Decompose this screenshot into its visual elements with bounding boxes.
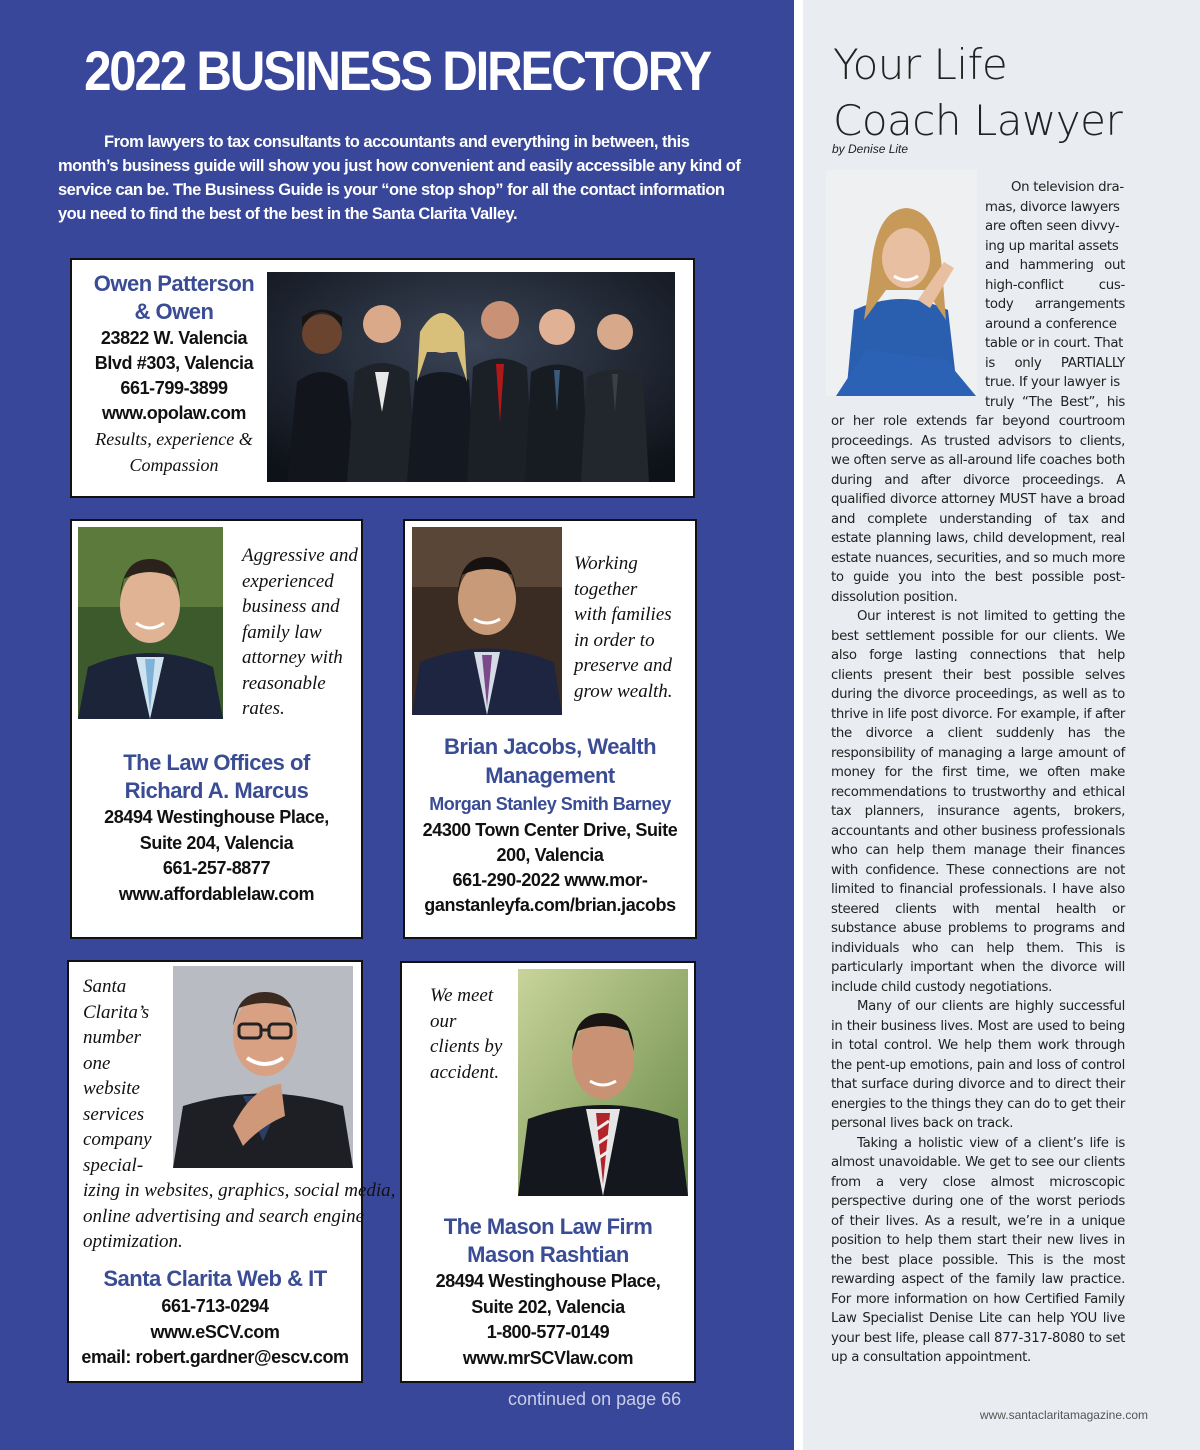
advisor-photo	[412, 527, 562, 715]
listing-website-link[interactable]: www.eSCV.com	[150, 1321, 280, 1342]
listing-tagline-line: website	[83, 1078, 140, 1099]
listing-contact-line[interactable]: 661-290-2022 www.mor-	[452, 870, 648, 890]
team-photo	[267, 272, 675, 482]
listing-name-line: The Mason Law Firm	[443, 1214, 653, 1239]
listing-website-link[interactable]: www.affordablelaw.com	[118, 883, 315, 904]
listing-tagline-line: Results, experience &	[95, 429, 253, 449]
article-line: and hammering out	[985, 258, 1125, 273]
article-paragraph: Many of our clients are highly successful in their business lives. Most are used to being in total control. We help them work through the pent-up emotions, pain and loss of control that surface during divorce and to direct their energies to the things they can do to get their personal lives back on track.	[831, 999, 1125, 1131]
article-paragraph: Our interest is not limited to getting the best settlement possible for our clients. We also forge lasting connections that help clients present their best possible selves during the divorce proceedings, as well as to thrive in life post divorce. For example, if after the divorce a client suddenly has the responsibility of managing a large amount of money for the first time, we often make recommendations to trustworthy and ethical tax planners, insurance agents, brokers, accountants and other business professionals who can help them manage their finances with confidence. These connections are not limited to financial professionals. I have also steered clients with mental health or substance abuse problems to programs and individuals who can help them. This is particularly important when the divorce will include child custody negotiations.	[831, 609, 1125, 995]
listing-tagline-line: optimization.	[83, 1231, 183, 1252]
article-line: On television dra-	[1011, 180, 1124, 195]
listing-phone: 661-257-8877	[162, 858, 271, 878]
listing-name-line: Santa Clarita Web & IT	[103, 1266, 327, 1291]
article-line: are often seen divvy-	[985, 219, 1120, 234]
listing-tagline-line: Aggressive and	[242, 545, 358, 566]
listing-tagline-line: Compassion	[129, 455, 219, 475]
listing-tagline-line: our	[430, 1010, 457, 1032]
author-photo	[826, 170, 977, 396]
listing-card-patterson	[70, 258, 695, 498]
listing-tagline-line: Santa	[83, 976, 127, 997]
listing-tagline-line: Working	[574, 553, 638, 574]
listing-name-line: & Owen	[134, 299, 214, 324]
listing-address-line: 28494 Westinghouse Place,	[104, 807, 329, 827]
article-column	[803, 0, 1200, 1450]
listing-tagline-line: izing in websites, graphics, social media,	[83, 1180, 396, 1201]
listing-tagline-line: together	[574, 578, 638, 600]
attorney-photo	[518, 969, 688, 1196]
listing-tagline-line: business and	[242, 596, 340, 617]
listing-tagline-line: number	[83, 1027, 142, 1048]
listing-tagline-line: special-	[83, 1154, 144, 1176]
listing-tagline-line: attorney with	[242, 647, 343, 668]
listing-name-line: Management	[485, 763, 615, 788]
listing-tagline-line: rates.	[242, 698, 285, 719]
article-line: truly “The Best”, his	[985, 394, 1125, 410]
listing-name-line: Richard A. Marcus	[124, 778, 309, 803]
article-line: mas, divorce lawyers	[985, 199, 1120, 215]
listing-tagline-line: in order to	[574, 629, 655, 651]
article-line: around a conference	[985, 316, 1117, 332]
article-title-line: Coach Lawyer	[833, 96, 1123, 145]
listing-contact-line[interactable]: ganstanleyfa.com/brian.jacobs	[424, 895, 676, 915]
listing-card-marcus	[70, 519, 363, 939]
listing-tagline-line: company	[83, 1129, 152, 1150]
listing-tagline-line: accident.	[430, 1061, 500, 1083]
listing-address-line: 24300 Town Center Drive, Suite	[422, 820, 678, 840]
article-line: table or in court. That	[985, 336, 1124, 351]
listing-tagline-line: clients by	[430, 1036, 503, 1057]
listing-address-line: Suite 202, Valencia	[471, 1296, 625, 1317]
listing-website-link[interactable]: www.opolaw.com	[101, 403, 247, 423]
listing-tagline-line: online advertising and search engine	[83, 1205, 365, 1227]
listing-address-line: 200, Valencia	[496, 845, 604, 865]
listing-tagline-line: Clarita’s	[83, 1001, 150, 1023]
listing-phone: 1-800-577-0149	[486, 1322, 610, 1342]
article-line: true. If your lawyer is	[985, 375, 1120, 390]
listing-address-line: 23822 W. Valencia	[100, 328, 248, 348]
listing-tagline-line: We meet	[430, 985, 494, 1006]
listing-tagline-line: grow wealth.	[574, 680, 673, 702]
listing-card-escv	[67, 960, 396, 1383]
listing-name-line: Owen Patterson	[93, 271, 255, 296]
article-body	[831, 412, 1125, 1368]
article-wrap-text	[985, 178, 1125, 412]
attorney-photo	[78, 527, 223, 719]
listing-address-line: 28494 Westinghouse Place,	[435, 1271, 661, 1291]
listing-name-line: Mason Rashtian	[467, 1242, 629, 1267]
magazine-website[interactable]: www.santaclaritamagazine.com	[979, 1408, 1148, 1422]
listing-tagline-line: family law	[242, 621, 322, 643]
article-title-line: Your Life	[833, 40, 1008, 89]
listing-phone: 661-799-3899	[120, 378, 228, 398]
listing-name-line: The Law Offices of	[123, 750, 310, 775]
listing-company-name: Morgan Stanley Smith Barney	[429, 794, 671, 814]
article-line: ing up marital assets	[985, 238, 1119, 254]
directory-title: 2022 BUSINESS DIRECTORY	[84, 39, 710, 102]
article-byline: by Denise Lite	[832, 142, 909, 156]
listing-address-line: Suite 204, Valencia	[139, 832, 294, 853]
listing-address-line: Blvd #303, Valencia	[94, 353, 254, 373]
listing-email-link[interactable]: email: robert.gardner@escv.com	[81, 1347, 349, 1367]
column-divider	[794, 0, 803, 1450]
directory-intro: From lawyers to tax consultants to accountants and everything in between, this month’s business guide will show you just how convenient and easily accessible any kind of service can be. The Business Guide is your “one stop shop” for all the contact information you need to find the best of the best in the Santa Clarita Valley.	[58, 133, 741, 223]
article-line: tody arrangements	[985, 297, 1125, 312]
article-line: is only PARTIALLY	[985, 355, 1125, 371]
listing-phone: 661-713-0294	[161, 1296, 269, 1316]
listing-name-line: Brian Jacobs, Wealth	[443, 734, 657, 759]
listing-card-jacobs	[403, 519, 697, 939]
article-line: high-conflict cus-	[985, 277, 1125, 293]
listing-tagline-line: one	[83, 1052, 111, 1074]
listing-tagline-line: experienced	[242, 570, 334, 592]
listing-card-mason	[400, 961, 696, 1383]
listing-tagline-line: services	[83, 1103, 145, 1125]
continued-note: continued on page 66	[508, 1389, 682, 1409]
listing-tagline-line: with families	[574, 604, 672, 625]
listing-tagline-line: reasonable	[242, 672, 326, 694]
article-paragraph: or her role extends far beyond courtroom proceedings. As trusted advisors to clients, we often serve as all-around life coaches both during and after divorce proceedings. A qualified divorce attorney MUST have a broad and complete understanding of tax and estate planning laws, child development, real estate nuances, securities, and so much more to guide you into the best possible post-dissolution position.	[831, 414, 1125, 605]
article-paragraph: Taking a holistic view of a client’s life is almost unavoidable. We get to see our clients from a very close almost microscopic perspective during one of the worst periods of their lives. As a result, we’re in a unique position to help them start their new lives in the best place possible. This is the most rewarding aspect of the family law practice. For more information on how Certified Family Law Specialist Denise Lite can help YOU live your best life, please call 877-317-8080 to set up a consultation appointment.	[831, 1135, 1125, 1365]
listing-website-link[interactable]: www.mrSCVlaw.com	[462, 1347, 634, 1368]
listing-tagline-line: preserve and	[574, 655, 672, 676]
